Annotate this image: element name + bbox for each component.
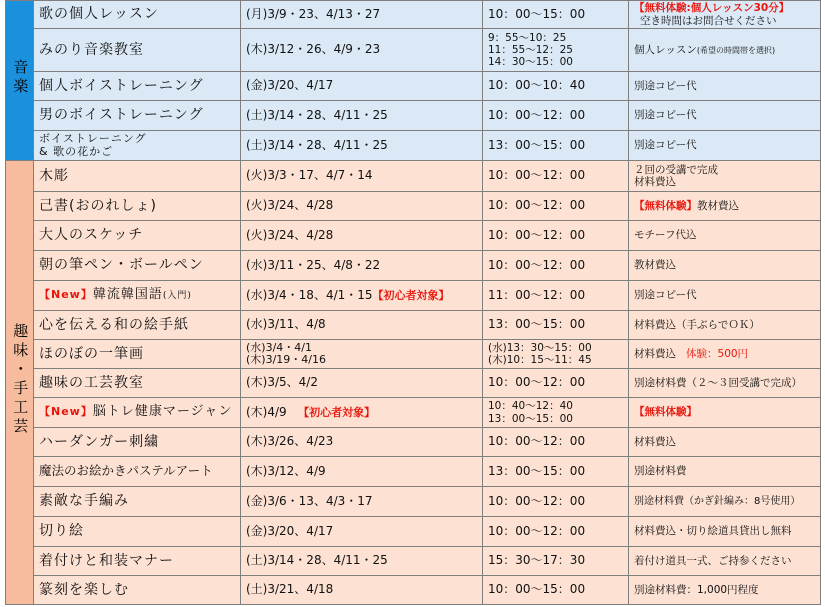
class-name-line: ボイストレーニング [39, 131, 147, 145]
table-row [6, 576, 821, 605]
class-time: 10：00～10：40 [483, 72, 629, 101]
class-time: 13：00～15：00 [483, 311, 629, 340]
time-slot: 14：30～15：00 [488, 56, 573, 69]
class-time: 10：00～12：00 [483, 487, 629, 517]
table-row [6, 340, 821, 369]
class-dates: (金)3/20、4/17 [241, 72, 483, 101]
dates-text: (木)4/9 [246, 404, 287, 419]
class-note: 別途材料費（かぎ針編み：8号使用） [629, 487, 821, 517]
class-time: 10：00～12：00 [483, 428, 629, 457]
class-name: 着付けと和装マナー [34, 547, 241, 576]
class-note: 別途コピー代 [629, 131, 821, 161]
time-slot: 10：40～12：40 [488, 400, 573, 413]
class-name [34, 131, 241, 161]
class-name-text: 韓流韓国語 [92, 287, 163, 303]
class-note: 教材費込 [629, 251, 821, 281]
category-cell-music [6, 1, 34, 161]
class-schedule-table [5, 0, 821, 605]
class-name: 木彫 [34, 161, 241, 192]
class-note: 別途材料費：1,000円程度 [629, 576, 821, 605]
dates-text: (水)3/4・18、4/1・15 [246, 287, 373, 302]
category-label-music: 音楽 [11, 59, 30, 98]
class-name: 趣味の工芸教室 [34, 369, 241, 398]
class-note [629, 161, 821, 192]
table-row [6, 72, 821, 101]
table-row [6, 487, 821, 517]
class-dates: (土)3/21、4/18 [241, 576, 483, 605]
class-note: 材料費込・切り絵道具貸出し無料 [629, 517, 821, 547]
class-time: 10：00～12：00 [483, 192, 629, 221]
class-note: 別途材料費 [629, 457, 821, 487]
class-note [629, 192, 821, 221]
free-trial-badge: 【無料体験:個人レッスン30分】 [634, 2, 790, 15]
class-time [483, 340, 629, 369]
class-name [34, 281, 241, 311]
class-dates: (火)3/3・17、4/7・14 [241, 161, 483, 192]
class-note [629, 1, 821, 29]
time-slot: 9：55～10：25 [488, 31, 567, 44]
table-row [6, 457, 821, 487]
table-row [6, 131, 821, 161]
class-dates: (木)3/12、4/9 [241, 457, 483, 487]
class-name: ほのぼの一筆画 [34, 340, 241, 369]
class-name-line: & 歌の花かご [39, 144, 114, 158]
beginner-badge: 【初心者対象】 [298, 405, 376, 419]
class-dates: (金)3/20、4/17 [241, 517, 483, 547]
class-note: 別途コピー代 [629, 72, 821, 101]
class-dates [241, 398, 483, 428]
class-dates: (水)3/11・25、4/8・22 [241, 251, 483, 281]
note-text: 教材費込 [697, 199, 739, 212]
dates-line: (木)3/19・4/16 [246, 353, 326, 366]
table-row [6, 161, 821, 192]
class-time: 10：00～12：00 [483, 101, 629, 131]
note-text: ２回の受講で完成 [634, 163, 718, 176]
class-dates [241, 281, 483, 311]
table-row [6, 398, 821, 428]
class-time: 10：00～12：00 [483, 251, 629, 281]
class-dates: (土)3/14・28、4/11・25 [241, 101, 483, 131]
class-note: 材料費込 [629, 428, 821, 457]
class-dates: (木)3/5、4/2 [241, 369, 483, 398]
class-time [483, 398, 629, 428]
table-row [6, 1, 821, 29]
table-row [6, 517, 821, 547]
class-name: 篆刻を楽しむ [34, 576, 241, 605]
class-dates: (火)3/24、4/28 [241, 221, 483, 251]
time-slot: (木)10：15～11：45 [488, 354, 592, 366]
class-note: モチーフ代込 [629, 221, 821, 251]
class-dates [241, 340, 483, 369]
new-badge: 【New】 [39, 405, 93, 419]
table-row [6, 547, 821, 576]
table-row [6, 29, 821, 72]
class-name: みのり音楽教室 [34, 29, 241, 72]
class-name: 己書(おのれしょ) [34, 192, 241, 221]
time-slot: (水)13：30～15：00 [488, 341, 592, 354]
table-row [6, 251, 821, 281]
class-name: 心を伝える和の絵手紙 [34, 311, 241, 340]
class-time: 10：00～12：00 [483, 161, 629, 192]
class-name [34, 398, 241, 428]
class-note: 着付け道具一式、ご持参ください [629, 547, 821, 576]
table-row [6, 192, 821, 221]
new-badge: 【New】 [39, 288, 93, 302]
table-row [6, 428, 821, 457]
class-name: 魔法のお絵かきパステルアート [34, 457, 241, 487]
class-name: 切り絵 [34, 517, 241, 547]
category-cell-craft [6, 161, 34, 605]
class-time: 10：00～12：00 [483, 517, 629, 547]
note-text: 空き時間はお問合せください [640, 14, 777, 27]
note-small-text: (希望の時間帯を選択) [696, 45, 776, 55]
table-row [6, 369, 821, 398]
dates-line: (水)3/4・4/1 [246, 340, 312, 354]
class-time [483, 29, 629, 72]
class-time: 10：00～15：00 [483, 1, 629, 29]
class-name: ハーダンガー刺繍 [34, 428, 241, 457]
class-dates: (火)3/24、4/28 [241, 192, 483, 221]
class-time: 10：00～12：00 [483, 369, 629, 398]
class-dates: (月)3/9・23、4/13・27 [241, 1, 483, 29]
class-name: 素敵な手編み [34, 487, 241, 517]
class-dates: (金)3/6・13、4/3・17 [241, 487, 483, 517]
class-time: 13：00～15：00 [483, 457, 629, 487]
class-dates: (木)3/26、4/23 [241, 428, 483, 457]
time-slot: 11：55～12：25 [488, 43, 573, 56]
class-dates: (木)3/12・26、4/9・23 [241, 29, 483, 72]
class-time: 10：00～12：00 [483, 221, 629, 251]
class-time: 15：30～17：30 [483, 547, 629, 576]
category-label-craft: 趣味・手工芸 [11, 323, 30, 438]
note-text: 材料費込 [634, 176, 676, 188]
free-trial-badge: 【無料体験】 [634, 406, 697, 419]
class-time: 11：00～12：00 [483, 281, 629, 311]
class-dates: (土)3/14・28、4/11・25 [241, 131, 483, 161]
class-time: 13：00～15：00 [483, 131, 629, 161]
time-slot: 13：00～15：00 [488, 412, 573, 425]
class-note [629, 340, 821, 369]
class-name: 歌の個人レッスン [34, 1, 241, 29]
class-name-suffix: (入門) [162, 291, 192, 302]
class-name: 朝の筆ペン・ボールペン [34, 251, 241, 281]
beginner-badge: 【初心者対象】 [372, 288, 450, 302]
table-row [6, 101, 821, 131]
class-note [629, 29, 821, 72]
trial-price: 体験：500円 [686, 347, 749, 360]
class-name: 個人ボイストレーニング [34, 72, 241, 101]
class-dates: (土)3/14・28、4/11・25 [241, 547, 483, 576]
class-note [629, 398, 821, 428]
class-note: 材料費込（手ぶらでＯＫ） [629, 311, 821, 340]
class-name-text: 脳トレ健康マージャン [92, 404, 233, 420]
table-row [6, 281, 821, 311]
table-row [6, 221, 821, 251]
free-trial-badge: 【無料体験】 [634, 199, 697, 212]
table-row [6, 311, 821, 340]
class-note: 別途材料費（２～３回受講で完成） [629, 369, 821, 398]
class-name: 大人のスケッチ [34, 221, 241, 251]
note-text: 材料費込 [634, 347, 676, 360]
class-dates: (水)3/11、4/8 [241, 311, 483, 340]
class-name: 男のボイストレーニング [34, 101, 241, 131]
class-note: 別途コピー代 [629, 281, 821, 311]
class-time: 10：00～15：00 [483, 576, 629, 605]
class-note: 別途コピー代 [629, 101, 821, 131]
note-text: 個人レッスン [634, 43, 697, 56]
